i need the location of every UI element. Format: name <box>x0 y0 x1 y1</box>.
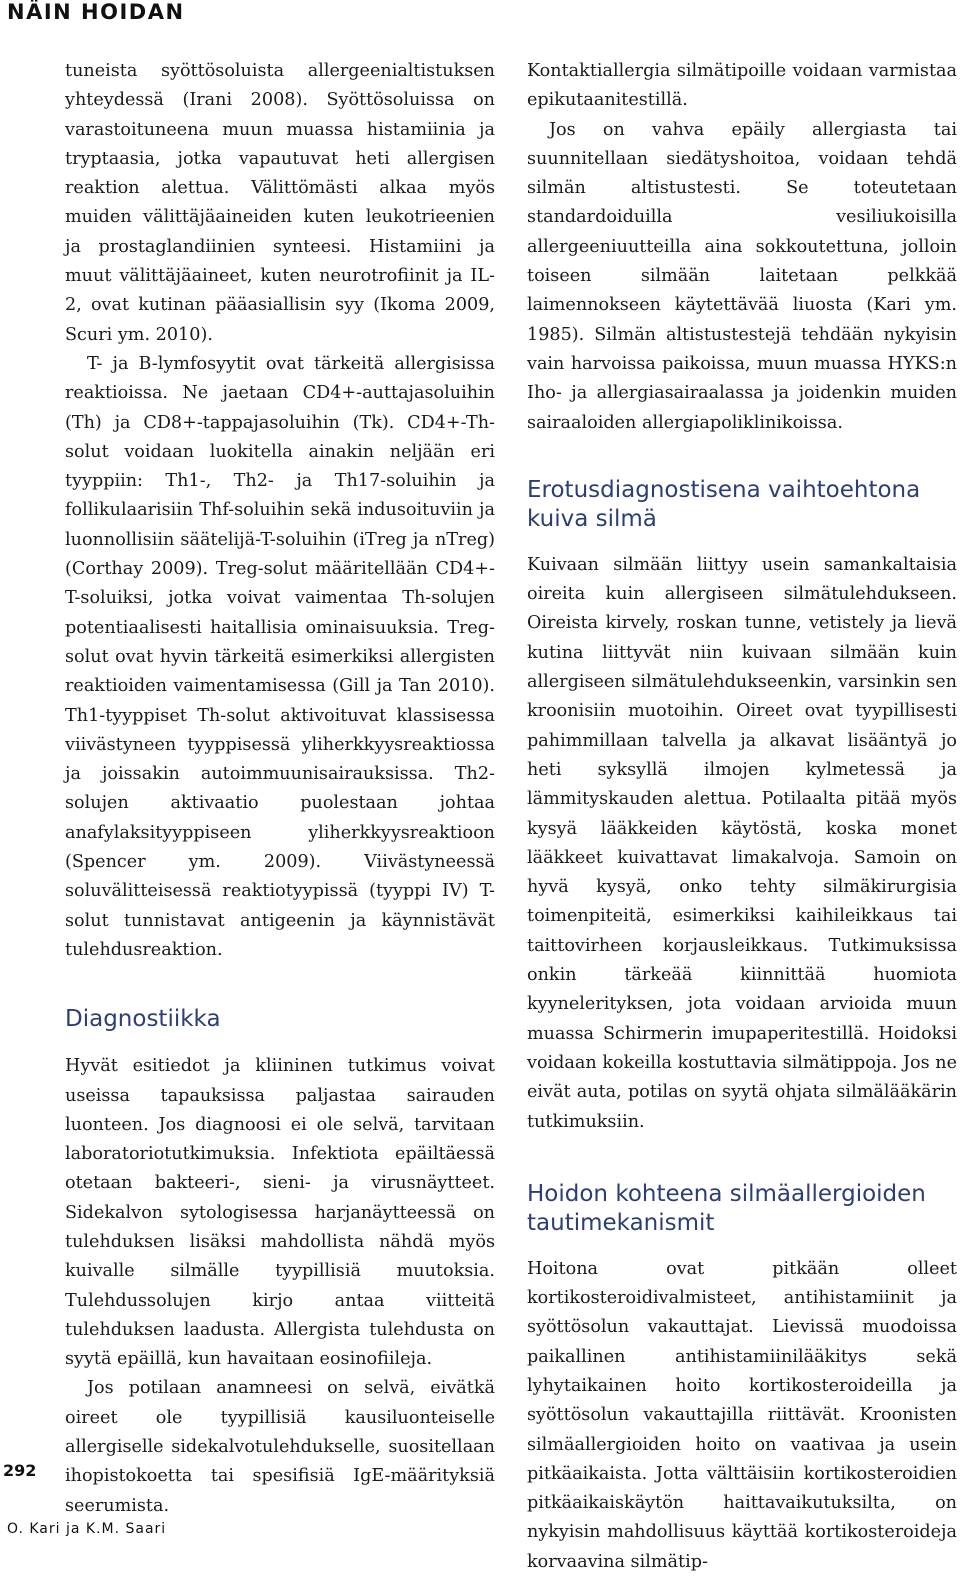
left-paragraph-3: Hyvät esitiedot ja kliininen tutkimus voivat useissa tapauksissa paljastaa sairauden luonteen. Jos diagnoosi ei ole selvä, tarvitaan laboratoriotutkimuksia. Infektiota epäiltäessä otetaan bakteeri-, sieni- ja virusnäytteet. Sidekalvon sytologisessa harjanäytteessä on tulehduksen lisäksi mahdollista nähdä myös kuivalle silmälle tyypillisiä muutoksia. Tulehdussolujen kirjo antaa viitteitä tulehduksen laadusta. Allergista tulehdusta on syytä epäillä, kun havaitaan eosinofiileja. <box>65 1056 495 1370</box>
right-paragraph-1: Kontaktiallergia silmätipoille voidaan varmistaa epikutaanitestillä. <box>527 61 957 111</box>
right-paragraph-3: Kuivaan silmään liittyy usein samankaltaisia oireita kuin allergiseen silmätulehdukseen. Oireista kirvely, roskan tunne, vetistely ja lievä kutina liittyvät niin kuivaan silmään kuin allergiseen silmätulehdukseenkin, varsinkin sen kroonisiin muotoihin. Oireet ovat tyypillisesti pahimmillaan talvella ja alkavat lisääntyä jo heti syksyllä ilmojen kylmetessä ja lämmityskauden alettua. Potilaalta pitää myös kysyä lääkkeiden käytöstä, koska monet lääkkeet kuivattavat limakalvoja. Samoin on hyvä kysyä, onko tehty silmäkirurgisia toimenpiteitä, esimerkiksi kaihileikkaus tai taittovirheen korjausleikkaus. Tutkimuksissa onkin tärkeää kiinnittää huomiota kyynelerityksen, jota voidaan arvioida muun muassa Schirmerin imupaperitestillä. Hoidoksi voidaan kokeilla kostuttavia silmätippoja. Jos ne eivät auta, potilas on syytä ohjata silmälääkärin tutkimuksiin. <box>527 554 957 1132</box>
section-header: NÄIN HOIDAN <box>7 0 185 24</box>
author-footer: O. Kari ja K.M. Saari <box>7 1521 167 1537</box>
left-paragraph-2: T- ja B-lymfosyytit ovat tärkeitä allergisissa reaktioissa. Ne jaetaan CD4+-auttajasoluihin (Th) ja CD8+-tappajasoluihin (Tk). CD4+-Th-solut voidaan luokitella ainakin neljään eri tyyppiin: Th1-, Th2- ja Th17-soluihin ja follikulaarisiin Thf-soluihin sekä indusoituviin ja luonnollisiin säätelijä-T-soluihin (iTreg ja nTreg) (Corthay 2009). Treg-solut määritellään CD4+-T-soluiksi, jotka voivat vaimentaa Th-solujen potentiaalisesti haitallisia ominaisuuksia. Treg-solut ovat hyvin tärkeitä esimerkiksi allergisten reaktioiden vaimentamisessa (Gill ja Tan 2010). Th1-tyyppiset Th-solut aktivoituvat klassisessa viivästyneen tyyppisessä yliherkkyysreaktiossa ja joissakin autoimmuunisairauksissa. Th2-solujen aktivaatio puolestaan johtaa anafylaksityyppiseen yliherkkyysreaktioon (Spencer ym. 2009). Viivästyneessä soluvälitteisessä reaktiotyypissä (tyyppi IV) T-solut tunnistavat antigeenin ja käynnistävät tulehdusreaktion. <box>65 353 495 960</box>
right-paragraph-4: Hoitona ovat pitkään olleet kortikosteroidivalmisteet, antihistamiinit ja syöttösolun vakauttajat. Lievissä muodoissa paikallinen antihistamiinilääkitys sekä lyhytaikainen hoito kortikosteroideilla ja syöttösolun vakauttajilla riittävät. Kroonisten silmäallergioiden hoito on vaativaa ja usein pitkäaikaista. Jotta välttäisiin kortikosteroidien pitkäaikaiskäytön haittavaikutuksilta, on nykyisin mahdollisuus käyttää kortikosteroideja korvaavina silmätip- <box>527 1258 957 1572</box>
heading-hoidon-kohteena: Hoidon kohteena silmäallergioiden tautimekanismit <box>527 1180 926 1236</box>
page-number: 292 <box>3 1461 37 1480</box>
left-column <box>65 57 495 1521</box>
heading-diagnostiikka: Diagnostiikka <box>65 1006 221 1033</box>
right-paragraph-2: Jos on vahva epäily allergiasta tai suunnitellaan siedätyshoitoa, voidaan tehdä silmän altistustesti. Se toteutetaan standardoiduilla vesiliukoisilla allergeeniuutteilla aina sokkoutettuna, jolloin toiseen silmään laitetaan pelkkää laimennokseen käytettävää liuosta (Kari ym. 1985). Silmän altistustestejä tehdään nykyisin vain harvoissa paikoissa, muun muassa HYKS:n Iho- ja allergiasairaalassa ja joidenkin muiden sairaaloiden allergiapoliklinikoissa. <box>527 119 957 433</box>
left-paragraph-1: tuneista syöttösoluista allergeenialtistuksen yhteydessä (Irani 2008). Syöttösoluissa on varastoituneena muun muassa histamiinia ja tryptaasia, jotka vapautuvat heti allergisen reaktion alettua. Välittömästi alkaa myös muiden välittäjäaineiden kuten leukotrieenien ja prostaglandiinien synteesi. Histamiini ja muut välittäjäaineet, kuten neurotrofiinit ja IL-2, ovat kutinan pääasiallisin syy (Ikoma 2009, Scuri ym. 2010). <box>65 61 495 345</box>
heading-erotusdiagnostisena: Erotusdiagnostisena vaihtoehtona kuiva silmä <box>527 476 921 532</box>
right-column <box>527 57 957 1577</box>
left-paragraph-4: Jos potilaan anamneesi on selvä, eivätkä oireet ole tyypillisiä kausiluonteiselle allergiselle sidekalvotulehdukselle, suositellaan ihopistokoetta tai spesifisiä IgE-määrityksiä seerumista. <box>65 1378 495 1516</box>
